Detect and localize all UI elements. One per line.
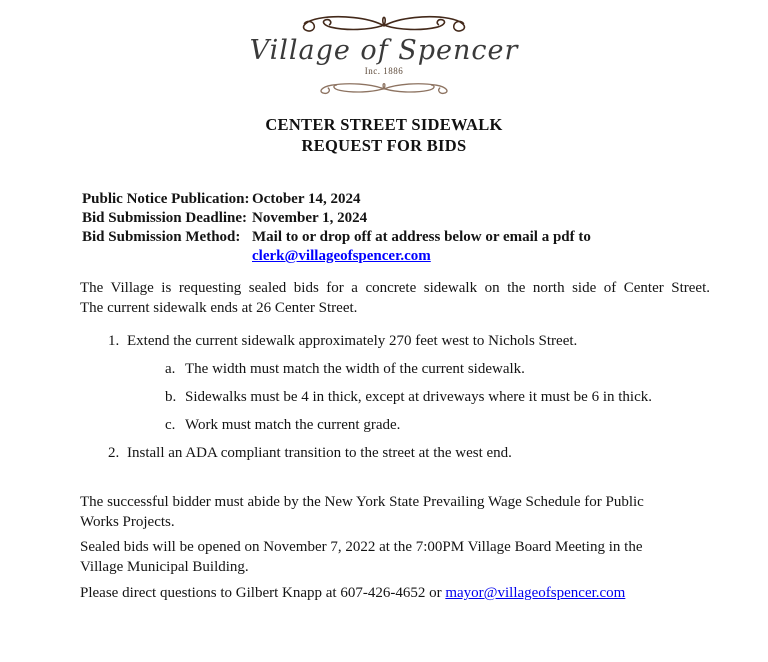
list-item-2 <box>108 443 710 463</box>
intro-line-1: The Village is requesting sealed bids for a concrete sidewalk on the north side of Center Street. <box>80 280 710 296</box>
wage-line-2: Works Projects. <box>80 513 175 530</box>
clerk-email-link[interactable]: clerk@villageofspencer.com <box>252 248 431 264</box>
village-logo <box>0 0 768 96</box>
contact-paragraph <box>80 583 710 603</box>
list-subitem-c <box>165 415 710 435</box>
list-marker: c. <box>165 417 176 433</box>
list-marker: 1. <box>108 333 120 349</box>
info-row-deadline <box>82 209 710 228</box>
list-item-text: Sidewalks must be 4 in thick, except at driveways where it must be 6 in thick. <box>185 389 652 405</box>
intro-line-2: The current sidewalk ends at 26 Center Street. <box>80 299 358 316</box>
title-line-2: REQUEST FOR BIDS <box>301 136 467 155</box>
list-item-1 <box>108 331 710 351</box>
list-marker: 2. <box>108 445 120 461</box>
list-subitem-a <box>165 359 710 379</box>
list-item-text: Install an ADA compliant transition to the street at the west end. <box>127 445 512 461</box>
opening-line-1: Sealed bids will be opened on November 7, 2022 at the 7:00PM Village Board Meeting in the <box>80 539 643 555</box>
list-marker: b. <box>165 389 177 405</box>
list-subitem-b <box>165 387 710 407</box>
opening-line-2: Village Municipal Building. <box>80 558 249 575</box>
scroll-flourish-top-icon <box>291 10 477 36</box>
method-text: Mail to or drop off at address below or email a pdf to <box>252 229 591 245</box>
bid-info-block <box>82 190 710 266</box>
publication-label: Public Notice Publication: <box>82 191 250 207</box>
list-item-text: Work must match the current grade. <box>185 417 401 433</box>
method-label: Bid Submission Method: <box>82 229 241 245</box>
wage-line-1: The successful bidder must abide by the New York State Prevailing Wage Schedule for Public <box>80 494 644 510</box>
wage-paragraph <box>80 493 710 532</box>
deadline-date: November 1, 2024 <box>252 210 368 226</box>
list-item-text: The width must match the width of the current sidewalk. <box>185 361 525 377</box>
document-body <box>0 190 768 603</box>
document-title <box>0 114 768 156</box>
mayor-email-link[interactable]: mayor@villageofspencer.com <box>445 585 626 601</box>
publication-date: October 14, 2024 <box>252 191 361 207</box>
list-marker: a. <box>165 361 176 377</box>
method-value <box>252 228 710 266</box>
logo-village-name: Village of Spencer <box>249 35 519 66</box>
bid-opening-paragraph <box>80 538 710 577</box>
list-item-text: Extend the current sidewalk approximately 270 feet west to Nichols Street. <box>127 333 578 349</box>
scroll-flourish-bottom-icon <box>309 80 459 96</box>
contact-text: Please direct questions to Gilbert Knapp at 607-426-4652 or <box>80 585 446 601</box>
logo-established-text: Inc. 1886 <box>364 66 404 76</box>
info-row-publication <box>82 190 710 209</box>
deadline-label: Bid Submission Deadline: <box>82 210 248 226</box>
title-line-1: CENTER STREET SIDEWALK <box>265 115 503 134</box>
intro-paragraph <box>80 279 710 318</box>
requirements-list <box>80 331 710 463</box>
info-row-method <box>82 228 710 266</box>
